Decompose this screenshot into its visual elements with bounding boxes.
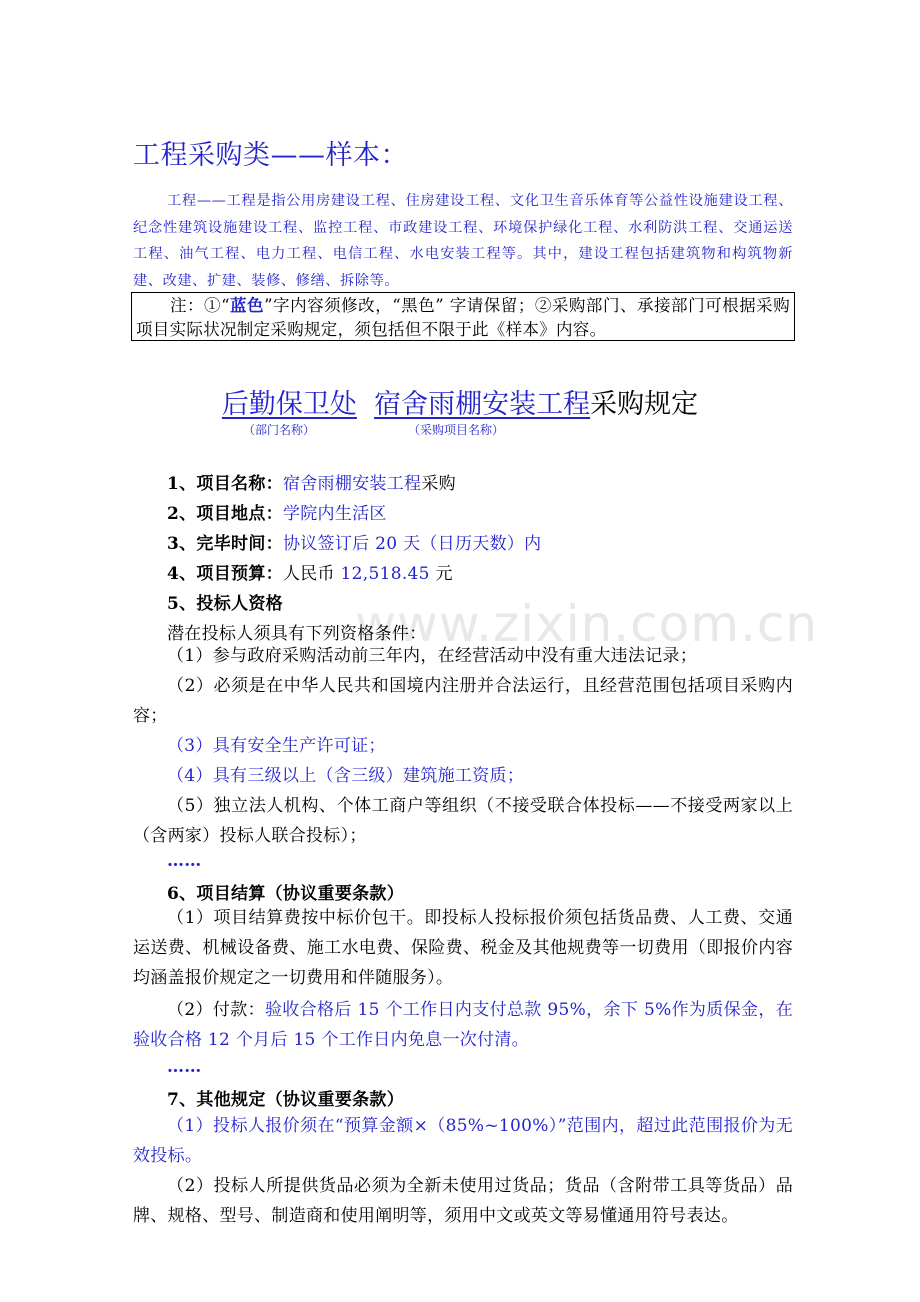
item-5-condition-3: （3）具有安全生产许可证； [167,736,386,756]
ellipsis-2 [133,1057,827,1077]
item-1-value: 宿舍雨棚安装工程 [282,474,422,494]
item-5 [133,589,827,614]
item-4-label: 4、项目预算： [167,564,283,584]
item-7-clause-2: （2）投标人所提供货品必须为全新未使用过货品；货品（含附带工具等货品）品牌、规格、型号、制造商和使用阐明等，须用中文或英文等易懂通用符号表达。 [133,1176,793,1226]
item-5-condition-2: （2）必须是在中华人民共和国境内注册并合法运行，且经营范围包括项目采购内容； [133,676,793,726]
item-4-value: 12,518.45 [340,564,430,584]
item-6-clause-2-prefix: （2）付款： [167,1000,265,1020]
item-2-value: 学院内生活区 [282,504,387,524]
item-2 [133,499,827,524]
item-5-condition-4: （4）具有三级以上（含三级）建筑施工资质； [167,766,525,786]
note-prefix: 注：①“ [170,296,230,315]
ellipsis-1-text: …… [167,851,202,871]
sample-intro: 工程——工程是指公用房建设工程、住房建设工程、文化卫生音乐体育等公益性设施建设工程、纪念性建筑设施建设工程、监控工程、市政建设工程、环境保护绿化工程、水利防洪工程、交通运送工程、油气工程、电力工程、电信工程、水电安装工程等。其中，建设工程包括建筑物和构筑物新建、改建、扩建、装修、修缮、拆除等。 [133,193,793,289]
item-5-condition-5: （5）独立法人机构、个体工商户等组织（不接受联合体投标——不接受两家以上（含两家）投标人联合投标）； [133,796,793,846]
ellipsis-2-text: …… [167,1057,202,1077]
item-5-condition-1: （1）参与政府采购活动前三年内，在经营活动中没有重大违法记录； [167,646,698,666]
item-6-clause-2-body: 验收合格后 15 个工作日内支付总款 95%，余下 5%作为质保金，在验收合格 12 个月后 15 个工作日内免息一次付清。 [133,1000,793,1050]
item-1 [133,469,827,494]
item-3 [133,529,827,554]
item-4-suffix: 元 [429,564,453,584]
sample-title: 工程采购类——样本： [133,140,408,171]
note-body: ”字内容须修改，“黑色” 字请保留；②采购部门、承接部门可根据采购项目实际状况制定采购规定，须包括但不限于此《样本》内容。 [136,296,790,339]
item-3-value: 协议签订后 20 天（日历天数）内 [282,534,542,554]
item-6-clause-1: （1）项目结算费按中标价包干。即投标人投标报价须包括货品费、人工费、交通运送费、机械设备费、施工水电费、保险费、税金及其他规费等一切费用（即报价内容均涵盖报价规定之一切费用和伴随服务）。 [133,908,793,988]
dept-name-label: （部门名称） [243,423,316,437]
note-blue-word: 蓝色 [229,296,265,315]
item-7-label: 7、其他规定（协议重要条款） [167,1090,405,1110]
ellipsis-1 [133,851,827,871]
item-7 [133,1085,827,1110]
page-title [0,382,920,421]
project-name-label: （采购项目名称） [408,423,505,437]
title-suffix: 采购规定 [590,389,699,420]
item-3-label: 3、完毕时间： [167,534,283,554]
item-7-clause-1: （1）投标人报价须在“预算金额×（85%~100%）”范围内，超过此范围报价为无效投标。 [133,1116,793,1166]
item-1-label: 1、项目名称： [167,474,283,494]
item-5-intro: 潜在投标人须具有下列资格条件： [167,624,427,644]
watermark: www.zixin.com.cn [355,595,819,653]
item-5-label: 5、投标人资格 [167,594,283,614]
item-6-label: 6、项目结算（协议重要条款） [167,884,405,904]
item-4-prefix: 人民币 [282,564,341,584]
item-6-clause-2 [133,995,793,1055]
item-2-label: 2、项目地点： [167,504,283,524]
item-1-suffix: 采购 [421,474,456,494]
item-6 [133,879,827,904]
dept-name: 后勤保卫处 [221,389,357,420]
item-4 [133,559,827,584]
project-name: 宿舍雨棚安装工程 [374,389,591,420]
note-box [131,292,795,341]
